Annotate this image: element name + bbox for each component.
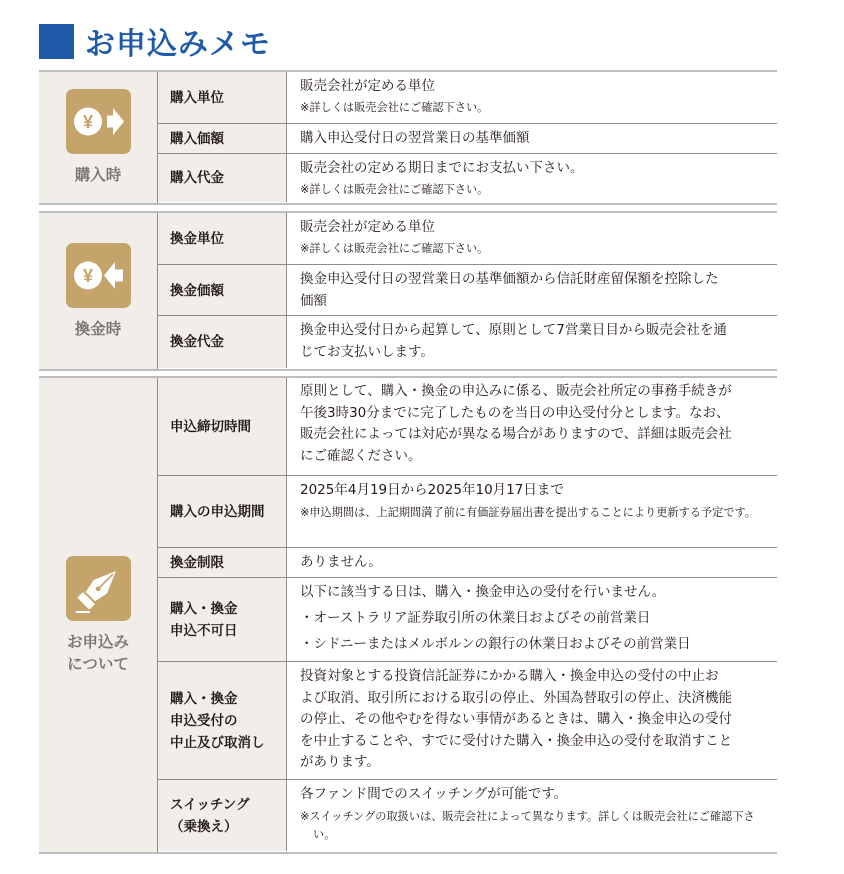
application-rows (158, 378, 777, 852)
row-note: ※詳しくは販売会社にご確認下さい。 (300, 241, 489, 255)
row-content (287, 662, 777, 780)
table-row (158, 475, 777, 548)
fountain-pen-icon (66, 556, 131, 621)
table-row (158, 264, 777, 316)
row-label-line: 中止及び取消し (170, 735, 265, 751)
yen-arrow-left-icon (66, 243, 131, 308)
row-content (287, 72, 777, 123)
application-section (39, 376, 777, 854)
row-text: にご確認ください。 (300, 447, 422, 464)
redemption-rows (158, 213, 777, 369)
row-label: 換金価額 (158, 265, 287, 316)
application-heading-line2: について (67, 654, 129, 673)
table-row (158, 153, 777, 202)
row-label-line: 購入・換金 (170, 601, 238, 617)
row-text: 価額 (300, 292, 327, 309)
row-text: 投資対象とする投資信託証券にかかる購入・換金申込の受付の中止お (300, 668, 719, 684)
row-label (158, 780, 287, 851)
application-heading (67, 631, 129, 675)
row-text: 原則として、購入・換金の申込みに係る、販売会社所定の事務手続きが (300, 383, 732, 399)
row-content (287, 213, 777, 264)
table-row (158, 577, 777, 662)
yen-arrow-right-icon (66, 89, 131, 154)
row-content (287, 154, 777, 202)
row-label: 換金単位 (158, 213, 287, 264)
svg-text:¥: ¥ (82, 265, 93, 286)
redemption-side-header (39, 213, 158, 369)
row-text: よび取消、取引所における取引の停止、外国為替取引の停止、決済機能 (300, 689, 732, 706)
row-label: 申込締切時間 (158, 378, 287, 475)
row-label: 購入単位 (158, 72, 287, 123)
row-text: 販売会社が定める単位 (300, 219, 435, 235)
row-label: 購入価額 (158, 124, 287, 154)
title-marker (39, 24, 74, 59)
row-text: じてお支払いします。 (300, 343, 434, 360)
row-label-line: 購入・換金 (170, 691, 238, 707)
table-row (158, 661, 777, 780)
row-text: 以下に該当する日は、購入・換金申込の受付を行いません。 (300, 584, 666, 600)
row-text: 各ファンド間でのスイッチングが可能です。 (300, 786, 568, 802)
purchase-section (39, 70, 777, 205)
table-row (158, 547, 777, 578)
row-content (287, 316, 777, 368)
redemption-heading: 換金時 (74, 319, 122, 338)
row-text: 販売会社が定める単位 (300, 78, 435, 94)
row-text: ありません。 (300, 554, 382, 571)
row-content (287, 265, 777, 316)
row-content (287, 476, 777, 548)
row-text: 換金申込受付日の翌営業日の基準価額から信託財産留保額を控除した (300, 271, 719, 287)
row-label: 換金代金 (158, 316, 287, 368)
page-title (39, 22, 271, 60)
row-label: 購入の申込期間 (158, 476, 287, 548)
row-label: 購入代金 (158, 154, 287, 202)
row-label-line: （乗換え） (170, 818, 238, 835)
redemption-section (39, 211, 777, 371)
row-label (158, 662, 287, 780)
application-side-header (39, 378, 158, 852)
row-content (287, 578, 777, 662)
row-text: 販売会社によっては対応が異なる場合がありますので、詳細は販売会社 (300, 426, 732, 442)
row-note: ※スイッチングの取扱いは、販売会社によって異なります。詳しくは販売会社にご確認下さい。 (300, 809, 755, 841)
row-text: 午後3時30分までに完了したものを当日の申込受付分とします。なお、 (300, 404, 730, 421)
row-text: 販売会社の定める期日までにお支払い下さい。 (300, 160, 584, 176)
row-content (287, 780, 777, 851)
row-note: ※詳しくは販売会社にご確認下さい。 (300, 182, 489, 196)
row-content (287, 548, 777, 578)
row-text: 換金申込受付日から起算して、原則として7営業日目から販売会社を通 (300, 322, 727, 338)
table-row (158, 123, 777, 154)
row-label: 換金制限 (158, 548, 287, 578)
table-row (158, 779, 777, 851)
purchase-side-header (39, 72, 158, 203)
row-text: を中止することや、すでに受付けた購入・換金申込の受付を取消すこと (300, 732, 733, 749)
row-note: ※詳しくは販売会社にご確認下さい。 (300, 100, 489, 114)
row-label (158, 578, 287, 662)
table-row (158, 378, 777, 475)
row-label-line: 申込受付の (170, 713, 238, 729)
page-title-text: お申込みメモ (85, 27, 271, 62)
list-item: ・オーストラリア証券取引所の休業日およびその前営業日 (300, 609, 651, 626)
svg-text:¥: ¥ (82, 112, 93, 132)
purchase-rows (158, 72, 777, 203)
row-text: の停止、その他やむを得ない事情があるときは、購入・換金申込の受付 (300, 711, 732, 727)
row-note: ※申込期間は、上記期間満了前に有価証券届出書を提出することにより更新する予定です。 (300, 505, 756, 519)
table-row (158, 315, 777, 368)
purchase-heading: 購入時 (74, 166, 122, 184)
row-content (287, 378, 777, 475)
row-text: 購入申込受付日の翌営業日の基準価額 (300, 130, 530, 147)
row-text: があります。 (300, 754, 380, 770)
row-text: 2025年4月19日から2025年10月17日まで (300, 482, 564, 498)
row-label-line: スイッチング (170, 796, 250, 813)
row-content (287, 124, 777, 154)
application-heading-line1: お申込み (66, 632, 129, 651)
table-row (158, 213, 777, 264)
list-item: ・シドニーまたはメルボルンの銀行の休業日およびその前営業日 (300, 635, 691, 652)
row-label-line: 申込不可日 (170, 623, 238, 639)
table-row (158, 72, 777, 123)
